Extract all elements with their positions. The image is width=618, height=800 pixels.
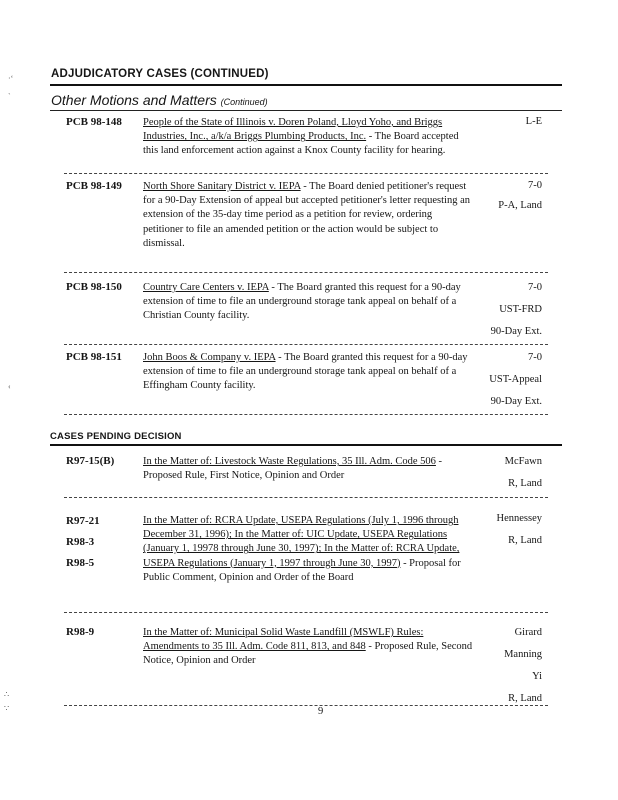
pending-case-description — [143, 626, 473, 669]
vote-line: UST-FRD — [499, 304, 542, 315]
case-id: PCB 98-150 — [66, 281, 122, 293]
pending-case-title: In the Matter of: Livestock Waste Regulations, 35 Ill. Adm. Code 506 — [143, 456, 436, 467]
pending-case-ids — [66, 511, 100, 574]
vote-line: 7-0 — [528, 282, 542, 293]
vote-line: Hennessey — [496, 513, 542, 524]
vote-line: 90-Day Ext. — [490, 326, 542, 337]
scan-speck: ‹ — [8, 382, 11, 391]
case-title: People of the State of Illinois v. Doren Poland, Lloyd Yoho, and Briggs Industries, Inc., a/k/a Briggs Plumbing Products, Inc. — [143, 117, 443, 143]
case-divider — [64, 272, 548, 273]
pending-section-title: CASES PENDING DECISION — [50, 431, 182, 442]
case-id: PCB 98-151 — [66, 351, 122, 363]
case-vote — [489, 347, 542, 413]
case-title: North Shore Sanitary District v. IEPA — [143, 181, 301, 192]
pending-case-id: R98-5 — [66, 557, 95, 569]
case-description — [143, 281, 473, 324]
scan-speck: ·‘ — [8, 74, 14, 83]
case-text: - The Board accepted this land enforcement action against a Knox County facility for hearing. — [143, 131, 459, 157]
pending-section-rule — [50, 444, 562, 446]
case-text: - The Board granted this request for a 90-day extension of time to file an underground storage tank appeal on behalf of a Effingham County facility. — [143, 352, 468, 392]
case-divider — [64, 344, 548, 345]
pending-case-id: R98-9 — [66, 626, 95, 638]
vote-line: UST-Appeal — [489, 374, 542, 385]
pending-case-vote — [505, 451, 542, 495]
case-vote — [526, 112, 542, 132]
vote-line: Girard — [514, 627, 542, 638]
case-divider — [64, 173, 548, 174]
vote-line: R, Land — [508, 535, 542, 546]
case-description — [143, 180, 473, 251]
vote-line: 7-0 — [528, 180, 542, 191]
vote-line: McFawn — [504, 456, 542, 467]
vote-line: 7-0 — [528, 352, 542, 363]
case-divider — [64, 612, 548, 613]
pending-case-title: In the Matter of: Municipal Solid Waste Landfill (MSWLF) Rules: Amendments to 35 Ill. Adm. Code 811, 813, and 848 — [143, 627, 424, 653]
pending-case-description — [143, 455, 473, 483]
scan-speck: ∴ — [4, 690, 10, 699]
vote-line: 90-Day Ext. — [490, 396, 542, 407]
case-text: - The Board granted this request for a 90-day extension of time to file an underground storage tank appeal on behalf of a Christian County facility. — [143, 282, 461, 322]
case-divider — [64, 705, 548, 706]
section-title: ADJUDICATORY CASES (CONTINUED) — [51, 68, 269, 80]
case-title: Country Care Centers v. IEPA — [143, 282, 269, 293]
case-id: PCB 98-149 — [66, 180, 122, 192]
case-id: PCB 98-148 — [66, 116, 122, 128]
pending-case-id: R97-15(B) — [66, 455, 115, 467]
case-vote — [491, 277, 542, 343]
vote-line: R, Land — [508, 693, 542, 704]
pending-case-description — [143, 514, 473, 585]
vote-line: Manning — [504, 649, 542, 660]
scan-speck: ∵ — [4, 704, 10, 713]
case-divider — [64, 497, 548, 498]
case-divider — [64, 414, 548, 415]
pending-case-title: In the Matter of: RCRA Update, USEPA Regulations (July 1, 1996 through December 31, 1996); In the Matter of: UIC Update, USEPA Regulations (January 1, 19978 through June 30, 1997); In the Matter of: RCRA Update, USEPA Regulations (January 1, 1997 through June 30, 1997) — [143, 515, 460, 569]
case-text: - The Board denied petitioner's request for a 90-Day Extension of appeal but accepted petitioner's letter requesting an extension of the 35-day time period as a petition for review, ordering petitioner to file an amended petition or the action would be subject to dismissal. — [143, 181, 470, 249]
case-vote — [498, 176, 542, 216]
subsection-suffix: (Continued) — [220, 97, 268, 107]
case-description — [143, 116, 473, 159]
subsection-title-text: Other Motions and Matters — [51, 92, 217, 108]
vote-line: P-A, Land — [498, 200, 542, 211]
vote-line: Yi — [532, 671, 542, 682]
case-description — [143, 351, 473, 394]
pending-case-text: - Proposed Rule, Second Notice, Opinion and Order — [143, 641, 473, 667]
page-number: 9 — [318, 706, 324, 717]
scan-speck: ` — [8, 92, 11, 101]
pending-case-vote — [497, 508, 543, 552]
subsection-rule — [50, 110, 562, 111]
pending-case-text: - Proposed Rule, First Notice, Opinion and Order — [143, 456, 443, 482]
vote-line: R, Land — [508, 478, 542, 489]
case-title: John Boos & Company v. IEPA — [143, 352, 276, 363]
pending-case-id: R97-21 — [66, 515, 100, 527]
pending-case-text: - Proposal for Public Comment, Opinion and Order of the Board — [143, 557, 461, 583]
subsection-title — [51, 92, 268, 108]
pending-case-vote — [504, 622, 542, 710]
vote-line: L-E — [525, 116, 542, 127]
section-rule — [50, 84, 562, 86]
pending-case-id: R98-3 — [66, 536, 95, 548]
